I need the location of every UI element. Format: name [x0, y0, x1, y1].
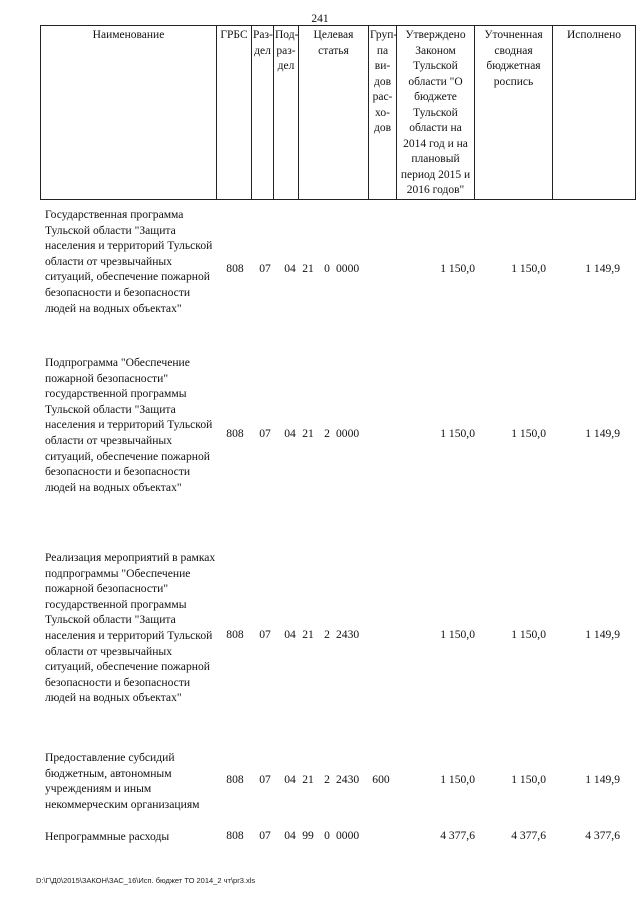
header-ispolneno: Исполнено	[553, 26, 636, 200]
header-gruppa: Груп-па ви-дов рас-хо-дов	[369, 26, 397, 200]
row-grbs: 808	[226, 829, 244, 842]
row-podrazdel: 04	[284, 628, 296, 641]
row-cs-subprogram: 0	[324, 262, 330, 275]
row-cs-program: 21	[302, 628, 314, 641]
page-number: 241	[311, 13, 329, 25]
header-utochnennaya: Уточненная сводная бюджетная роспись	[475, 26, 553, 200]
row-grbs: 808	[226, 262, 244, 275]
row-utverzhdeno: 1 150,0	[440, 773, 475, 786]
header-utverzhdeno: Утверждено Законом Тульской области "О бюджете Тульской области на 2014 год и на плановый период 2015 и 2016 годов"	[397, 26, 475, 200]
row-cs-program: 21	[302, 262, 314, 275]
row-razdel: 07	[259, 829, 271, 842]
row-podrazdel: 04	[284, 829, 296, 842]
row-ispolneno: 1 149,9	[585, 262, 620, 275]
row-cs-direction: 0000	[336, 829, 360, 842]
row-ispolneno: 1 149,9	[585, 427, 620, 440]
row-utverzhdeno: 4 377,6	[440, 829, 475, 842]
row-razdel: 07	[259, 628, 271, 641]
row-name: Государственная программа Тульской области "Защита населения и территорий Тульской области от чрезвычайных ситуаций, обеспечение пожарной безопасности и безопасности людей на водных объектах"	[45, 208, 213, 315]
row-utverzhdeno: 1 150,0	[440, 262, 475, 275]
header-name: Наименование	[41, 26, 217, 200]
row-gruppa: 600	[372, 773, 390, 786]
row-cs-program: 21	[302, 773, 314, 786]
row-utverzhdeno: 1 150,0	[440, 628, 475, 641]
row-podrazdel: 04	[284, 773, 296, 786]
row-cs-program: 21	[302, 427, 314, 440]
row-utochnennaya: 1 150,0	[511, 628, 546, 641]
budget-table-header	[40, 25, 636, 200]
row-cs-program: 99	[302, 829, 314, 842]
header-tselevaya: Целевая статья	[299, 26, 369, 200]
row-podrazdel: 04	[284, 427, 296, 440]
row-utochnennaya: 1 150,0	[511, 427, 546, 440]
row-grbs: 808	[226, 628, 244, 641]
row-cs-subprogram: 2	[324, 427, 330, 440]
row-cs-subprogram: 2	[324, 628, 330, 641]
row-razdel: 07	[259, 773, 271, 786]
row-name: Подпрограмма "Обеспечение пожарной безопасности" государственной программы Тульской области "Защита населения и территорий Тульской области от чрезвычайных ситуаций, обеспечение пожарной безопасности и безопасности людей на водных объектах"	[45, 356, 213, 494]
row-grbs: 808	[226, 427, 244, 440]
row-ispolneno: 1 149,9	[585, 773, 620, 786]
row-razdel: 07	[259, 427, 271, 440]
row-podrazdel: 04	[284, 262, 296, 275]
row-cs-direction: 2430	[336, 628, 360, 641]
row-utverzhdeno: 1 150,0	[440, 427, 475, 440]
row-cs-direction: 0000	[336, 262, 360, 275]
row-razdel: 07	[259, 262, 271, 275]
row-cs-subprogram: 0	[324, 829, 330, 842]
header-podrazdel: Под-раз-дел	[274, 26, 299, 200]
row-utochnennaya: 4 377,6	[511, 829, 546, 842]
row-ispolneno: 1 149,9	[585, 628, 620, 641]
header-grbs: ГРБС	[217, 26, 252, 200]
row-name: Реализация мероприятий в рамках подпрограммы "Обеспечение пожарной безопасности" государственной программы Тульской области "Защита населения и территорий Тульской области от чрезвычайных ситуаций, обеспечение пожарной безопасности и безопасности людей на водных объектах"	[45, 551, 216, 705]
row-name: Предоставление субсидий бюджетным, автономным учреждениям и иным некоммерческим организациям	[45, 751, 200, 811]
row-cs-subprogram: 2	[324, 773, 330, 786]
row-cs-direction: 2430	[336, 773, 360, 786]
file-path-footer: D:\Г\Д0\2015\ЗАКОН\ЗАС_16\Исп. бюджет ТО 2014_2 чт\pr3.xls	[36, 876, 256, 885]
row-utochnennaya: 1 150,0	[511, 773, 546, 786]
row-cs-direction: 0000	[336, 427, 360, 440]
row-name: Непрограммные расходы	[45, 830, 170, 843]
row-ispolneno: 4 377,6	[585, 829, 620, 842]
header-razdel: Раз-дел	[252, 26, 274, 200]
row-utochnennaya: 1 150,0	[511, 262, 546, 275]
row-grbs: 808	[226, 773, 244, 786]
